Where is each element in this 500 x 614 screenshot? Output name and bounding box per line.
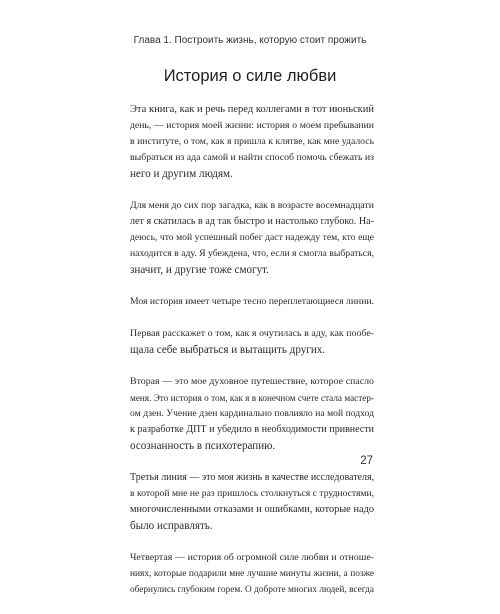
paragraph-3 bbox=[130, 294, 374, 310]
paragraph-1 bbox=[130, 102, 374, 182]
text-line: обернулись глубоким горем. О доброте многих людей, всегда bbox=[130, 585, 374, 595]
text-line: Эта книга, как и речь перед коллегами в тот июньский bbox=[130, 104, 374, 115]
paragraph-2 bbox=[130, 198, 374, 278]
paragraph-5 bbox=[130, 374, 374, 454]
text-line: выбраться из ада самой и найти способ помочь сбежать из bbox=[130, 152, 374, 163]
paragraph-7 bbox=[130, 550, 374, 598]
paragraph-4 bbox=[130, 326, 374, 358]
text-line: Третья линия — это моя жизнь в качестве исследователя, bbox=[130, 472, 375, 483]
text-line: было исправлять. bbox=[130, 520, 213, 532]
text-line: Вторая — это мое духовное путешествие, которое спасло bbox=[130, 376, 374, 387]
text-line: в институте, о том, как я пришла к клятве, как мне удалось bbox=[130, 136, 374, 147]
text-line: находится в аду. Я убеждена, что, если я смогла выбраться, bbox=[130, 248, 374, 259]
text-line: щала себе выбраться и вытащить других. bbox=[130, 344, 326, 356]
text-line: осознанность в психотерапию. bbox=[130, 440, 276, 452]
text-line: Первая расскажет о том, как я очутилась в аду, как пообе- bbox=[130, 328, 374, 339]
text-line: деюсь, что мой успешный побег даст надежду тем, кто еще bbox=[130, 232, 374, 243]
text-line: меня. Это история о том, как я в конечном счете стала мастер- bbox=[130, 393, 374, 403]
text-line: в которой мне не раз пришлось столкнуться с трудностями, bbox=[130, 488, 374, 499]
paragraph-6 bbox=[130, 470, 374, 534]
text-line: него и другим людям. bbox=[130, 168, 233, 180]
text-line: к разработке ДПТ и убедило в необходимости привнести bbox=[130, 424, 374, 435]
text-line: Четвертая — история об огромной силе любви и отноше- bbox=[130, 552, 374, 563]
text-line: Для меня до сих пор загадка, как в возрасте восемнадцати bbox=[130, 200, 374, 211]
text-line: многочисленными отказами и ошибками, которые надо bbox=[130, 504, 374, 515]
text-line: значит, и другие тоже смогут. bbox=[130, 264, 269, 276]
text-line: лет я скатилась в ад так быстро и настолько глубоко. На- bbox=[130, 216, 374, 227]
text-line: день, — история моей жизни: история о моем пребывании bbox=[130, 120, 374, 131]
text-line: ниях, которые подарили мне лучшие минуты жизни, а позже bbox=[130, 569, 374, 579]
text-line: Моя история имеет четыре тесно переплетающиеся линии. bbox=[130, 296, 375, 307]
section-title: История о силе любви bbox=[163, 67, 337, 85]
body-text bbox=[130, 102, 374, 614]
page-number: 27 bbox=[360, 455, 373, 467]
text-line: ом дзен. Учение дзен кардинально повлияло на мой подход bbox=[130, 408, 374, 419]
running-head: Глава 1. Построить жизнь, которую стоит прожить bbox=[133, 35, 367, 46]
